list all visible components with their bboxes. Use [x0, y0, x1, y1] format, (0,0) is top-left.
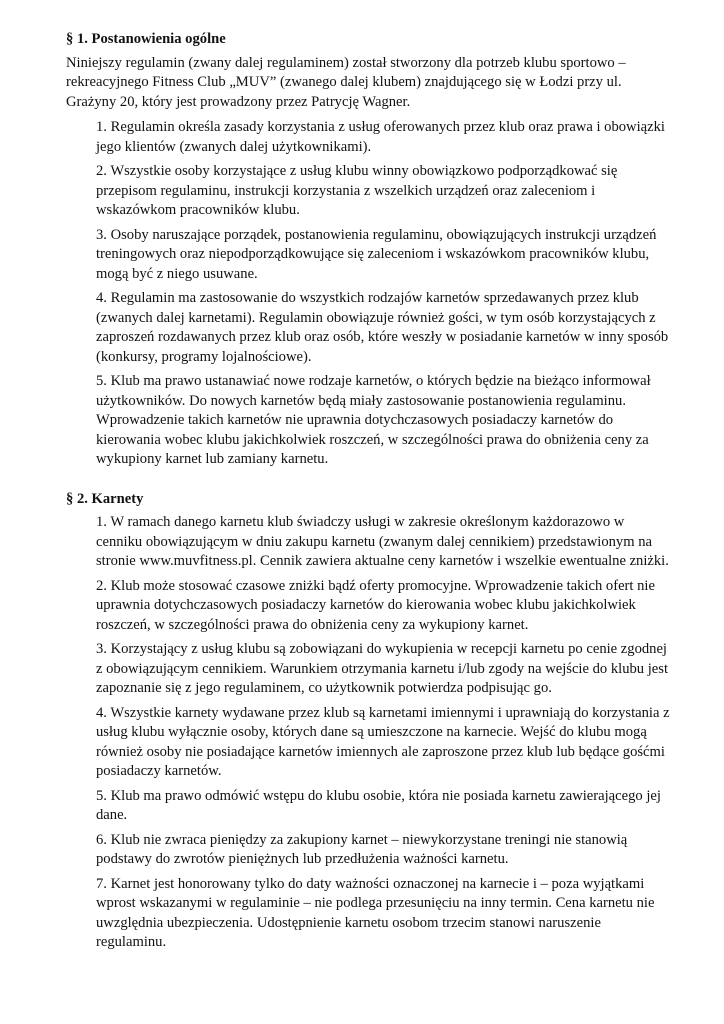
section-1-heading: § 1. Postanowienia ogólne	[66, 31, 226, 47]
section-general-provisions	[66, 30, 670, 470]
list-item: 1. W ramach danego karnetu klub świadczy usługi w zakresie określonym każdorazowo w cenniku obowiązującym w dniu zakupu karnetu (zwanym dalej cennikiem) przedstawionym na stronie www.muvfitness.pl. Cennik zawiera aktualne ceny karnetów i wszelkie ewentualne zniżki.	[96, 514, 669, 569]
list-item: 1. Regulamin określa zasady korzystania z usług oferowanych przez klub oraz prawa i obowiązki jego klientów (zwanych dalej użytkownikami).	[96, 119, 665, 155]
list-item: 3. Osoby naruszające porządek, postanowienia regulaminu, obowiązujących instrukcji urządzeń treningowych oraz niepodporządkowujące się zaleceniom i wskazówkom pracowników klubu, mogą być z niego usuwane.	[96, 226, 657, 282]
list-item: 2. Klub może stosować czasowe zniżki bądź oferty promocyjne. Wprowadzenie takich ofert nie uprawnia dotychczasowych posiadaczy karnetów do kierowania wobec klubu jakichkolwiek roszczeń, w szczególności prawa do obniżenia ceny za wykupiony karnet.	[96, 577, 655, 633]
list-item: 4. Regulamin ma zastosowanie do wszystkich rodzajów karnetów sprzedawanych przez klub (zwanych dalej karnetami). Regulamin obowiązuje również gości, w tym osób korzystających z zaproszeń rozdawanych przez klub oraz osób, które weszły w posiadanie karnetów w inny sposób (konkursy, programy lojalnościowe).	[96, 290, 669, 365]
section-2-list	[66, 513, 670, 953]
section-2-heading: § 2. Karnety	[66, 490, 144, 507]
list-item: 5. Klub ma prawo ustanawiać nowe rodzaje karnetów, o których będzie na bieżąco informował użytkowników. Do nowych karnetów będą miały zastosowanie postanowienia regulaminu. Wprowadzenie takich karnetów nie uprawnia dotychczasowych posiadaczy karnetów do kierowania wobec klubu jakichkolwiek roszczeń, w szczególności prawa do obniżenia ceny za wykupiony karnet lub zamiany karnetu.	[96, 373, 651, 467]
list-item: 3. Korzystający z usług klubu są zobowiązani do wykupienia w recepcji karnetu po cenie zgodnej z obowiązującym cennikiem. Warunkiem otrzymania karnetu i/lub zgody na wejście do klubu jest zapoznanie się z jego regulaminem, co użytkownik potwierdza podpisując go.	[96, 641, 668, 696]
section-passes	[66, 490, 670, 953]
list-item: 6. Klub nie zwraca pieniędzy za zakupiony karnet – niewykorzystane treningi nie stanowią podstawy do zwrotów pieniężnych lub przedłużenia ważności karnetu.	[96, 831, 628, 867]
section-1-list	[66, 118, 670, 470]
list-item: 5. Klub ma prawo odmówić wstępu do klubu osobie, która nie posiada karnetu zawierającego jej dane.	[96, 787, 661, 823]
list-item: 2. Wszystkie osoby korzystające z usług klubu winny obowiązkowo podporządkować się przepisom regulaminu, instrukcji korzystania z wszelkich urządzeń oraz zaleceniom i wskazówkom pracowników klubu.	[96, 163, 618, 218]
list-item: 7. Karnet jest honorowany tylko do daty ważności oznaczonej na karnecie i – poza wyjątkami wprost wskazanymi w regulaminie – nie podlega przesunięciu na inny termin. Cena karnetu nie uwzględnia ubezpieczenia. Udostępnienie karnetu osobom trzecim stanowi naruszenie regulaminu.	[96, 875, 655, 950]
section-1-intro: Niniejszy regulamin (zwany dalej regulaminem) został stworzony dla potrzeb klubu sportowo – rekreacyjnego Fitness Club „MUV” (zwanego dalej klubem) znajdującego się w Łodzi przy ul. Grażyny 20, który jest prowadzony przez Patrycję Wagner.	[66, 54, 626, 110]
list-item: 4. Wszystkie karnety wydawane przez klub są karnetami imiennymi i uprawniają do korzystania z usług klubu wyłącznie osoby, których dane są umieszczone na karnecie. Wejść do klubu mogą również osoby nie posiadające karnetów imiennych ale zaproszone przez klub lub będące gośćmi posiadaczy karnetów.	[96, 704, 670, 779]
